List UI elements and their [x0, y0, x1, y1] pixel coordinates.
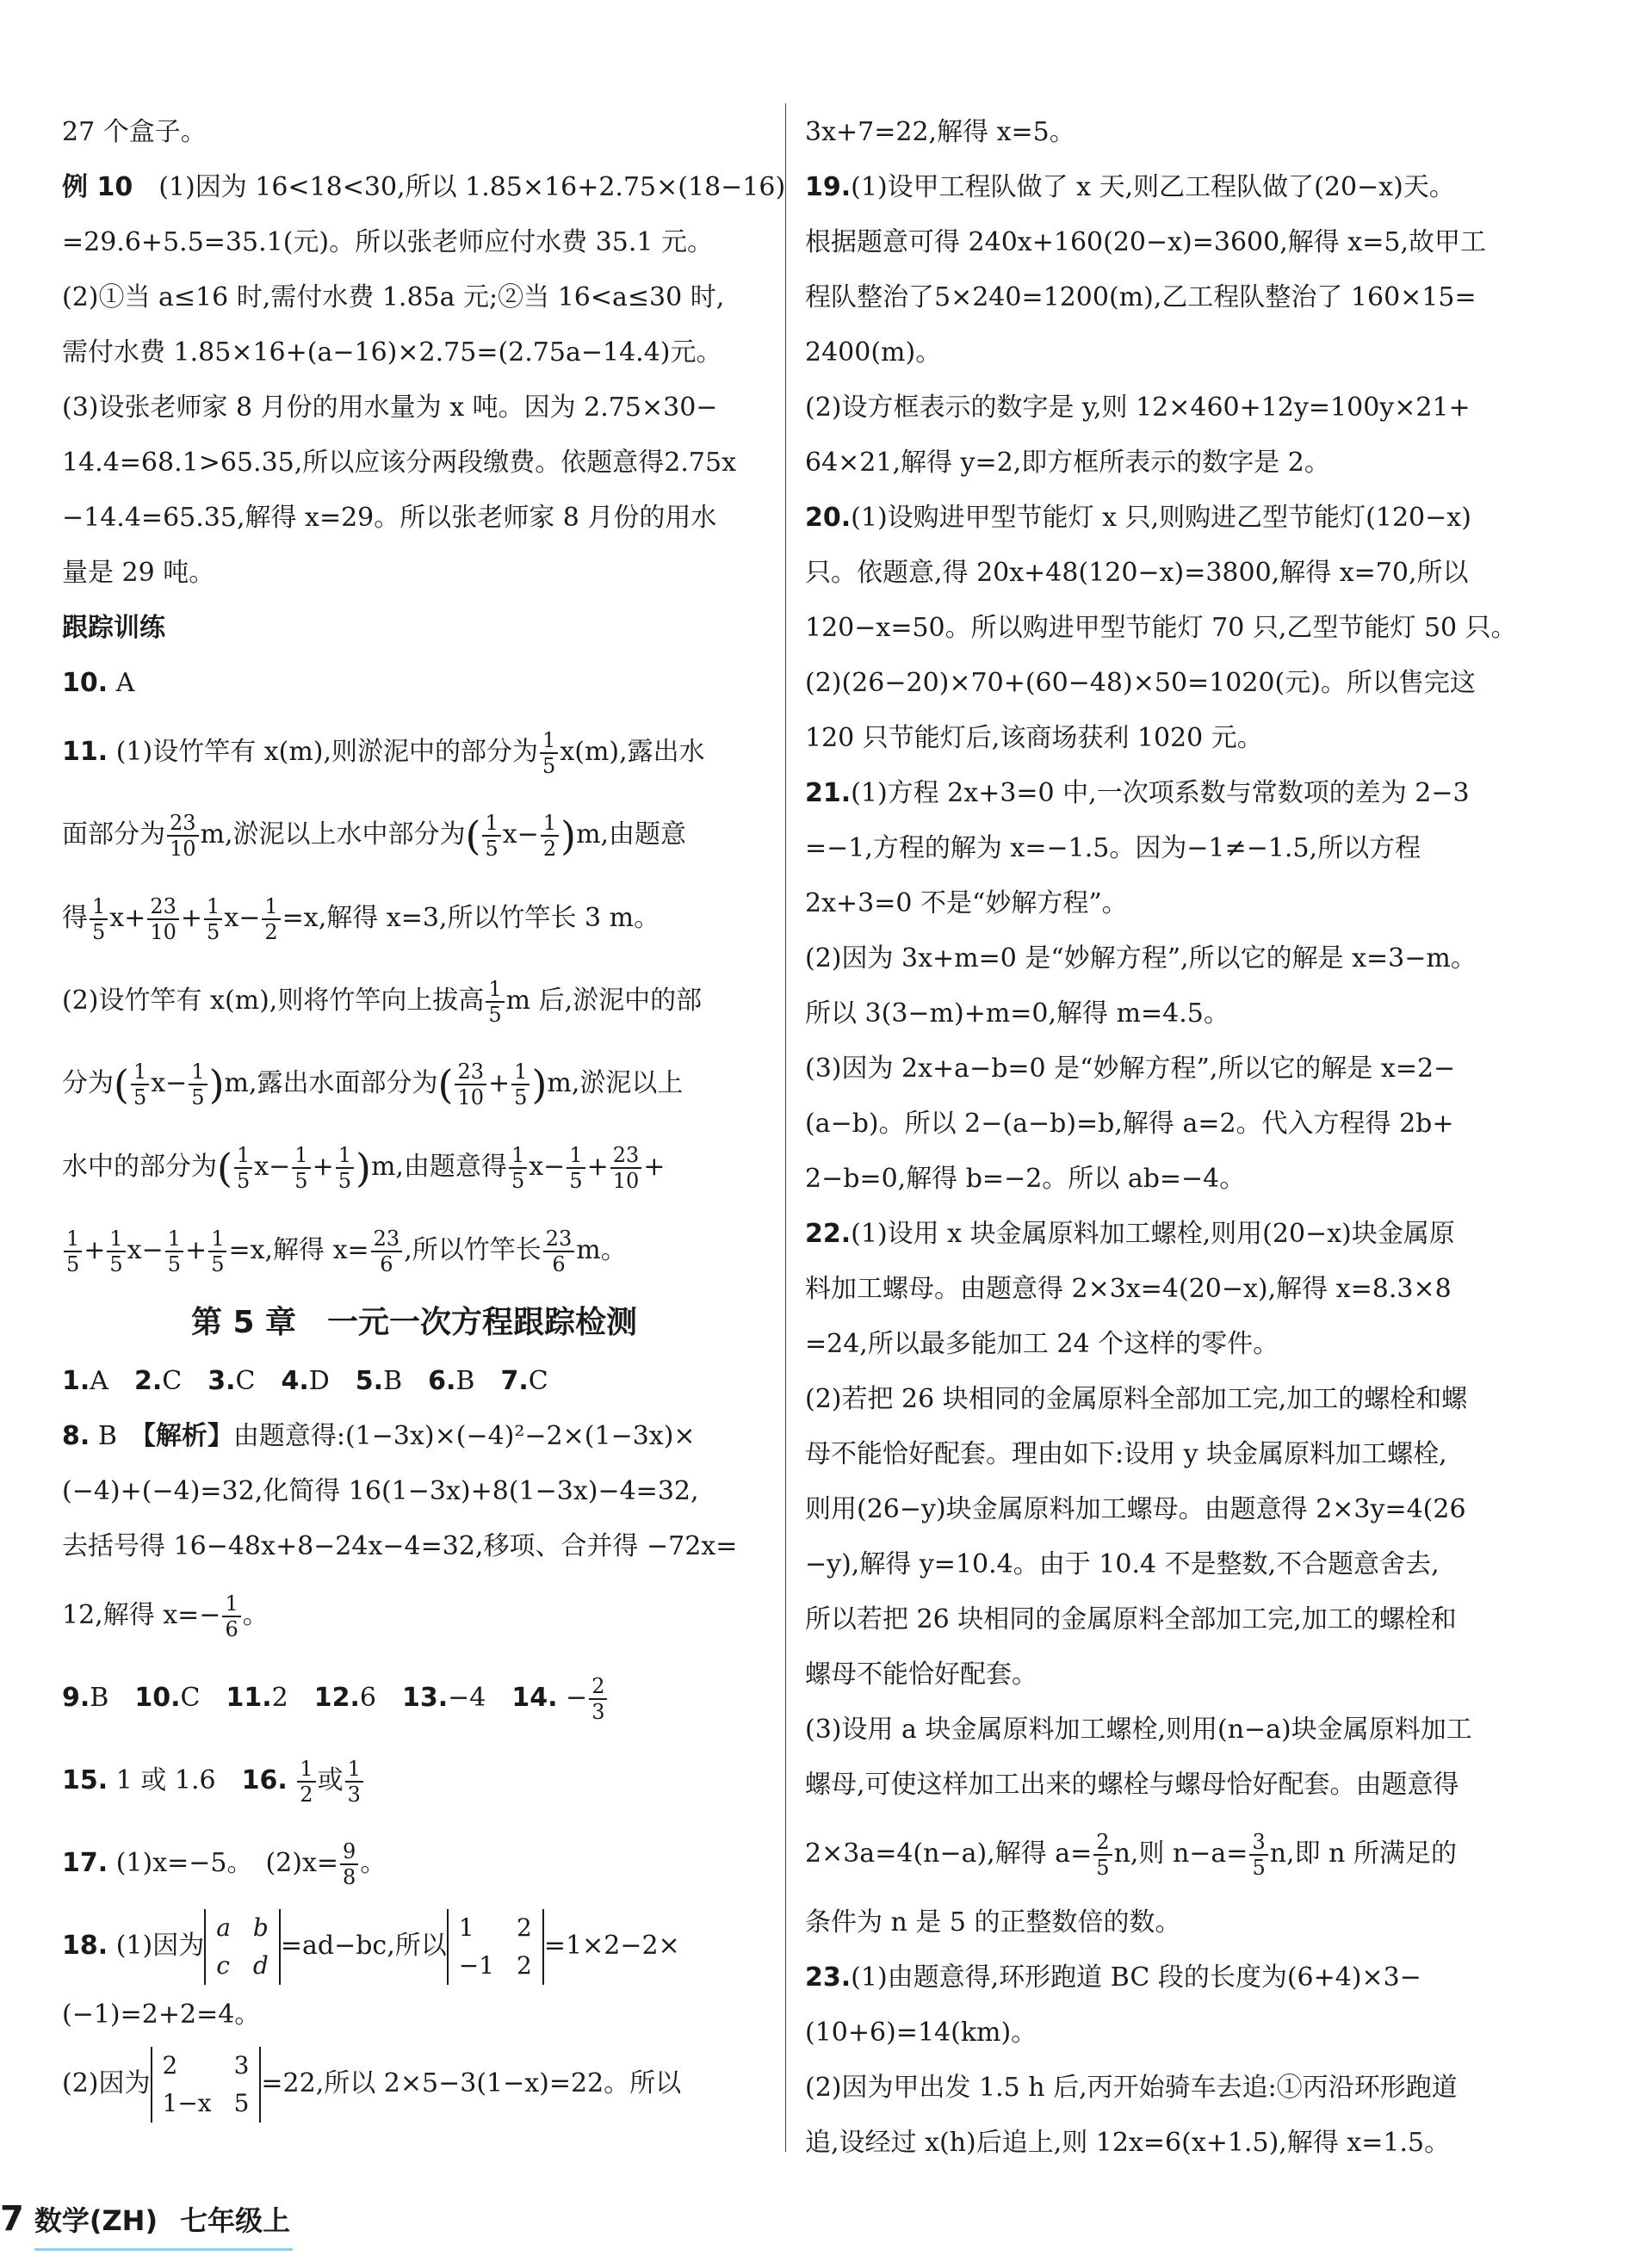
fraction: [336, 1143, 354, 1193]
fraction: [486, 977, 504, 1027]
fraction: [541, 811, 559, 861]
answer: C: [235, 1366, 256, 1396]
fraction: [482, 811, 500, 861]
text-line: (2)若把 26 块相同的金属原料全部加工完,加工的螺栓和螺: [805, 1384, 1468, 1414]
question-number: 22.: [805, 1219, 852, 1249]
text-line: 120−x=50。所以购进甲型节能灯 70 只,乙型节能灯 50 只。: [805, 613, 1517, 643]
text-line: 螺母不能恰好配套。: [805, 1659, 1037, 1690]
fraction: [147, 894, 179, 944]
question-number: 13.: [401, 1683, 449, 1713]
fraction: [292, 1143, 310, 1193]
numerator: 1: [204, 894, 222, 920]
numerator: 1: [64, 1227, 82, 1252]
text-line: 只。依题意,得 20x+48(120−x)=3800,解得 x=70,所以: [805, 558, 1469, 588]
numerator: 1: [208, 1227, 226, 1252]
numerator: 23: [455, 1060, 486, 1085]
math: +: [312, 1152, 334, 1182]
text: (2)因为: [62, 2068, 151, 2098]
text: 。: [242, 1600, 269, 1630]
text: m,由题意得: [370, 1152, 507, 1182]
denominator: 5: [191, 1085, 205, 1109]
numerator: 9: [340, 1839, 358, 1865]
denominator: 5: [211, 1252, 225, 1276]
text-line: (3)设用 a 块金属原料加工螺栓,则用(n−a)块金属原料加工: [805, 1715, 1472, 1745]
numerator: 1: [292, 1143, 310, 1169]
numerator: 1: [482, 811, 500, 837]
text: 或: [317, 1765, 344, 1795]
text: (1)设用 x 块金属原料加工螺栓,则用(20−x)块金属原: [851, 1219, 1455, 1249]
fraction: [340, 1839, 358, 1889]
denominator: 2: [300, 1783, 313, 1807]
question-number: 5.: [355, 1366, 384, 1396]
question-number: 11.: [226, 1683, 272, 1713]
q18-line-3: [62, 2042, 766, 2125]
paren: ): [356, 1145, 371, 1191]
text-line: =−1,方程的解为 x=−1.5。因为−1≠−1.5,所以方程: [805, 833, 1421, 863]
math: x−: [529, 1152, 566, 1182]
fraction: [509, 1143, 527, 1193]
text-line: 所以 3(3−m)+m=0,解得 m=4.5。: [805, 998, 1229, 1029]
denominator: 5: [92, 920, 106, 944]
math: +: [84, 1235, 106, 1265]
denominator: 3: [347, 1783, 361, 1807]
q8-line-1: [62, 1409, 766, 1464]
text-line: =29.6+5.5=35.1(元)。所以张老师应付水费 35.1 元。: [62, 227, 713, 257]
text-line: 料加工螺母。由题意得 2×3x=4(20−x),解得 x=8.3×8: [805, 1274, 1452, 1304]
numerator: 1: [541, 811, 559, 837]
text: =x,解得 x=: [228, 1235, 369, 1265]
text-line: (2)设方框表示的数字是 y,则 12×460+12y=100y×21+: [805, 392, 1471, 423]
text-line: 则用(26−y)块金属原料加工螺母。由题意得 2×3y=4(26: [805, 1494, 1466, 1524]
fraction: [297, 1757, 315, 1807]
text: m,露出水面部分为: [224, 1068, 438, 1098]
question-number: 2.: [133, 1366, 163, 1396]
denominator: 6: [552, 1252, 566, 1276]
answer-17: [62, 1822, 766, 1905]
det-cell: b: [252, 1913, 269, 1942]
fraction: [511, 1060, 530, 1109]
book-grade: 七年级上: [180, 2204, 291, 2237]
det-cell: 3: [233, 2051, 250, 2080]
math: +: [185, 1235, 207, 1265]
text: (1)设甲工程队做了 x 天,则乙工程队做了(20−x)天。: [851, 172, 1455, 202]
q11-line-5: [62, 1042, 766, 1126]
paren: ): [531, 1061, 548, 1108]
numerator: 1: [189, 1060, 207, 1085]
det-cell: a: [216, 1913, 231, 1942]
math: x+: [109, 903, 146, 933]
denominator: 5: [569, 1169, 583, 1193]
denominator: 6: [225, 1617, 238, 1641]
text: 得: [62, 903, 88, 933]
question-number: 15.: [62, 1765, 108, 1795]
denominator: 5: [485, 837, 499, 861]
denominator: 5: [542, 754, 556, 778]
page-footer: [0, 2193, 290, 2245]
denominator: 5: [236, 1169, 251, 1193]
text-line: 所以若把 26 块相同的金属原料全部加工完,加工的螺栓和: [805, 1604, 1457, 1635]
text-line: 量是 29 吨。: [62, 558, 215, 588]
det-cell: 1−x: [162, 2089, 212, 2117]
question-number: 14.: [511, 1683, 558, 1713]
text-line: (3)因为 2x+a−b=0 是“妙解方程”,所以它的解是 x=2−: [805, 1054, 1456, 1084]
text: ,所以竹竿长: [404, 1235, 542, 1265]
question-number: 18.: [62, 1931, 108, 1961]
question-number: 16.: [241, 1765, 288, 1795]
text: 水中的部分为: [62, 1152, 217, 1182]
text: m,淤泥以上: [547, 1068, 684, 1098]
denominator: 5: [109, 1252, 123, 1276]
numerator: 23: [147, 894, 179, 920]
question-number: 4.: [281, 1366, 309, 1396]
paren: (: [465, 813, 481, 859]
numerator: 23: [543, 1227, 575, 1252]
math: +: [488, 1068, 511, 1098]
fraction: [64, 1227, 82, 1276]
fraction: [262, 894, 280, 944]
text: m 后,淤泥中的部: [505, 986, 703, 1016]
paren: (: [114, 1061, 129, 1108]
text: n,则 n−a=: [1113, 1839, 1248, 1869]
text: 由题意得:(1−3x)×(−4)²−2×(1−3x)×: [232, 1421, 696, 1451]
answer: A: [90, 1366, 108, 1396]
math: +: [643, 1152, 666, 1182]
numerator: 1: [90, 894, 108, 920]
example-label: 例 10: [62, 172, 133, 202]
column-divider: [785, 103, 786, 2152]
fraction: [189, 1060, 207, 1109]
text: n,即 n 所满足的: [1269, 1839, 1457, 1869]
answers-9-13: [62, 1683, 511, 1713]
numerator: 1: [540, 728, 558, 754]
det-cell: 2: [517, 1951, 532, 1980]
numerator: 1: [345, 1757, 363, 1783]
question-number: 12.: [313, 1683, 360, 1713]
q22-line-12: [805, 1813, 1509, 1895]
denominator: 5: [66, 1252, 80, 1276]
fraction: [543, 1227, 575, 1276]
text: =ad−bc,所以: [280, 1931, 447, 1961]
text-line: (−4)+(−4)=32,化简得 16(1−3x)+8(1−3x)−4=32,: [62, 1476, 699, 1506]
text: 2×3a=4(n−a),解得 a=: [805, 1839, 1093, 1869]
q11-line-3: [62, 877, 766, 960]
text-line: (10+6)=14(km)。: [805, 2018, 1037, 2048]
denominator: 3: [591, 1700, 605, 1724]
text-line: 120 只节能灯后,该商场获利 1020 元。: [805, 723, 1263, 753]
answer: B: [97, 1421, 117, 1451]
denominator: 5: [167, 1252, 182, 1276]
answer: C: [180, 1683, 201, 1713]
text-line: 64×21,解得 y=2,即方框所表示的数字是 2。: [805, 448, 1330, 478]
question-number: 21.: [805, 778, 852, 808]
denominator: 5: [133, 1085, 147, 1109]
q22-line-1: [805, 1207, 1509, 1262]
paren: (: [217, 1145, 232, 1191]
answer: C: [528, 1366, 548, 1396]
question-number: 11.: [62, 737, 108, 767]
question-number: 3.: [207, 1366, 236, 1396]
q11-line-7: [62, 1209, 766, 1292]
text: =x,解得 x=3,所以竹竿长 3 m。: [282, 903, 660, 933]
answer: −4: [448, 1683, 486, 1713]
numerator: 1: [297, 1757, 315, 1783]
answer: A: [115, 668, 135, 698]
det-cell: 2: [162, 2051, 178, 2080]
text-line: −y),解得 y=10.4。由于 10.4 不是整数,不合题意舍去,: [805, 1549, 1440, 1579]
q23-line-1: [805, 1950, 1509, 2005]
text-line: (2)①当 a≤16 时,需付水费 1.85a 元;②当 16<a≤30 时,: [62, 282, 725, 312]
denominator: 5: [511, 1169, 525, 1193]
fraction: [222, 1591, 240, 1641]
text: (1)设竹竿有 x(m),则淤泥中的部分为: [115, 737, 539, 767]
answer: 2: [271, 1683, 288, 1713]
det-cell: −1: [458, 1951, 495, 1980]
text-line: 根据题意可得 240x+160(20−x)=3600,解得 x=5,故甲工: [805, 227, 1486, 257]
text-line: −14.4=65.35,解得 x=29。所以张老师家 8 月份的用水: [62, 503, 717, 533]
chapter-title: 第 5 章 一元一次方程跟踪检测: [190, 1305, 638, 1340]
denominator: 6: [380, 1252, 393, 1276]
example-10-line: [62, 160, 786, 215]
denominator: 10: [457, 1085, 485, 1109]
numerator: 1: [262, 894, 280, 920]
numerator: 2: [589, 1674, 607, 1700]
right-column: [805, 105, 1517, 2171]
numerator: 1: [165, 1227, 183, 1252]
text: −: [566, 1683, 588, 1713]
fraction: [208, 1227, 226, 1276]
fraction: [107, 1227, 125, 1276]
paren: ): [208, 1061, 225, 1108]
denominator: 5: [338, 1169, 351, 1193]
text-line: 螺母,可使这样加工出来的螺栓与螺母恰好配套。由题意得: [805, 1770, 1459, 1800]
numerator: 1: [567, 1143, 585, 1169]
fraction: [204, 894, 222, 944]
text-line: 追,设经过 x(h)后追上,则 12x=6(x+1.5),解得 x=1.5。: [805, 2128, 1451, 2158]
text-line: 程队整治了5×240=1200(m),乙工程队整治了 160×15=: [805, 282, 1477, 312]
numerator: 1: [509, 1143, 527, 1169]
text: 分为: [62, 1068, 114, 1098]
answer: B: [90, 1683, 109, 1713]
question-number: 6.: [428, 1366, 456, 1396]
fraction: [1093, 1830, 1112, 1880]
answer: 6: [359, 1683, 376, 1713]
text: x(m),露出水: [560, 737, 705, 767]
text-line: =24,所以最多能加工 24 个这样的零件。: [805, 1329, 1279, 1359]
text: 。: [360, 1848, 387, 1878]
denominator: 2: [264, 920, 278, 944]
numerator: 3: [1249, 1830, 1267, 1856]
fraction: [455, 1060, 486, 1109]
numerator: 2: [1093, 1830, 1112, 1856]
fraction: [540, 728, 558, 778]
book-subject: 数学(ZH): [34, 2204, 158, 2237]
answer: B: [455, 1366, 475, 1396]
text: (1)设购进甲型节能灯 x 只,则购进乙型节能灯(120−x): [851, 503, 1471, 533]
fraction: [167, 811, 199, 861]
q8-line-4: [62, 1574, 766, 1657]
numerator: 23: [167, 811, 199, 837]
fraction: [589, 1674, 607, 1724]
text: (1)x=−5。 (2)x=: [115, 1848, 339, 1878]
text-line: (2)因为 3x+m=0 是“妙解方程”,所以它的解是 x=3−m。: [805, 943, 1477, 973]
paren: (: [437, 1061, 454, 1108]
q11-line-4: [62, 960, 766, 1042]
question-number: 10.: [62, 668, 108, 698]
text: m,由题意: [576, 819, 687, 850]
math: x−: [224, 903, 261, 933]
denominator: 5: [488, 1003, 502, 1027]
fraction: [1249, 1830, 1267, 1880]
q21-line-1: [805, 766, 1509, 821]
denominator: 5: [207, 920, 220, 944]
denominator: 5: [514, 1085, 528, 1109]
numerator: 1: [131, 1060, 149, 1085]
det-cell: 1: [458, 1913, 474, 1942]
numerator: 1: [486, 977, 504, 1003]
denominator: 8: [343, 1865, 356, 1889]
answer: 1 或 1.6: [115, 1765, 216, 1795]
fraction: [131, 1060, 149, 1109]
q11-line-6: [62, 1126, 766, 1209]
text: =1×2−2×: [543, 1931, 680, 1961]
question-number: 8.: [62, 1421, 90, 1451]
math: x−: [502, 819, 539, 850]
text-line: (2)(26−20)×70+(60−48)×50=1020(元)。所以售完这: [805, 668, 1476, 698]
analysis-tag: 【解析】: [142, 1421, 233, 1451]
answers-15-16: [62, 1740, 766, 1822]
question-number: 1.: [62, 1366, 90, 1396]
denominator: 10: [612, 1169, 640, 1193]
denominator: 2: [542, 837, 557, 861]
page-number: 7: [0, 2199, 24, 2239]
det-cell: d: [252, 1951, 269, 1980]
denominator: 5: [1096, 1856, 1110, 1880]
math: x−: [254, 1152, 291, 1182]
left-column: [62, 105, 786, 2125]
text: (1)因为 16<18<30,所以 1.85×16+2.75×(18−16): [158, 172, 786, 202]
text: (1)方程 2x+3=0 中,一次项系数与常数项的差为 2−3: [851, 778, 1470, 808]
question-number: 20.: [805, 503, 852, 533]
math: x−: [151, 1068, 188, 1098]
fraction: [234, 1143, 252, 1193]
text-line: 2400(m)。: [805, 337, 942, 368]
text: (1)由题意得,环形跑道 BC 段的长度为(6+4)×3−: [851, 1962, 1421, 1993]
q18-line-1: [62, 1905, 766, 1987]
det-cell: 5: [233, 2089, 250, 2117]
numerator: 1: [336, 1143, 354, 1169]
numerator: 23: [371, 1227, 403, 1252]
answer: B: [383, 1366, 403, 1396]
text-line: 2x+3=0 不是“妙解方程”。: [805, 888, 1128, 918]
q11-line-1: [62, 711, 766, 794]
answer: D: [308, 1366, 330, 1396]
text-line: 母不能恰好配套。理由如下:设用 y 块金属原料加工螺栓,: [805, 1439, 1447, 1469]
q11-line-2: [62, 794, 766, 877]
paren: ): [560, 813, 577, 859]
determinant: [447, 1909, 544, 1985]
footer-accent-line: [34, 2248, 293, 2251]
text-line: (2)因为甲出发 1.5 h 后,丙开始骑车去追:①丙沿环形跑道: [805, 2073, 1458, 2103]
text-line: 去括号得 16−48x+8−24x−4=32,移项、合并得 −72x=: [62, 1531, 738, 1561]
text: 12,解得 x=−: [62, 1600, 221, 1630]
question-number: 7.: [500, 1366, 529, 1396]
text: m。: [576, 1235, 627, 1265]
fraction: [345, 1757, 363, 1807]
q20-line-1: [805, 491, 1509, 546]
mc-answers-9-14: [62, 1657, 766, 1740]
text-line: (a−b)。所以 2−(a−b)=b,解得 a=2。代入方程得 2b+: [805, 1109, 1454, 1139]
fraction: [165, 1227, 183, 1276]
determinant: [204, 1909, 281, 1985]
numerator: 23: [610, 1143, 642, 1169]
section-heading: 跟踪训练: [62, 613, 165, 643]
math: +: [180, 903, 203, 933]
fraction: [567, 1143, 585, 1193]
fraction: [371, 1227, 403, 1276]
text-line: 14.4=68.1>65.35,所以应该分两段缴费。依题意得2.75x: [62, 448, 737, 478]
denominator: 5: [1252, 1856, 1266, 1880]
text-line: 3x+7=22,解得 x=5。: [805, 117, 1075, 147]
question-number: 17.: [62, 1848, 108, 1878]
text: m,淤泥以上水中部分为: [200, 819, 466, 850]
numerator: 1: [234, 1143, 252, 1169]
question-number: 9.: [62, 1683, 90, 1713]
answer: C: [162, 1366, 183, 1396]
text-line: 条件为 n 是 5 的正整数倍的数。: [805, 1907, 1181, 1937]
denominator: 10: [170, 837, 196, 861]
mc-answers-1-7: [62, 1354, 766, 1409]
determinant: [151, 2047, 262, 2123]
text: (2)设竹竿有 x(m),则将竹竿向上拔高: [62, 986, 485, 1016]
text: (1)因为: [115, 1931, 205, 1961]
text-line: 2−b=0,解得 b=−2。所以 ab=−4。: [805, 1164, 1246, 1194]
text-line: 需付水费 1.85×16+(a−16)×2.75=(2.75a−14.4)元。: [62, 337, 722, 368]
det-cell: c: [216, 1951, 230, 1980]
fraction: [610, 1143, 642, 1193]
math: +: [586, 1152, 609, 1182]
math: x−: [127, 1235, 164, 1265]
answer-10: [62, 656, 766, 711]
text-line: (−1)=2+2=4。: [62, 1999, 261, 2030]
question-number: 23.: [805, 1962, 852, 1993]
numerator: 1: [107, 1227, 125, 1252]
det-cell: 2: [517, 1913, 532, 1942]
text-line: 27 个盒子。: [62, 117, 207, 147]
text: =22,所以 2×5−3(1−x)=22。所以: [261, 2068, 682, 2098]
denominator: 5: [294, 1169, 308, 1193]
text-line: (3)设张老师家 8 月份的用水量为 x 吨。因为 2.75×30−: [62, 392, 718, 423]
numerator: 1: [222, 1591, 240, 1617]
text: 面部分为: [62, 819, 165, 850]
q19-line-1: [805, 160, 1509, 215]
denominator: 10: [150, 920, 177, 944]
numerator: 1: [511, 1060, 530, 1085]
fraction: [90, 894, 108, 944]
question-number: 19.: [805, 172, 852, 202]
question-number: 10.: [134, 1683, 181, 1713]
